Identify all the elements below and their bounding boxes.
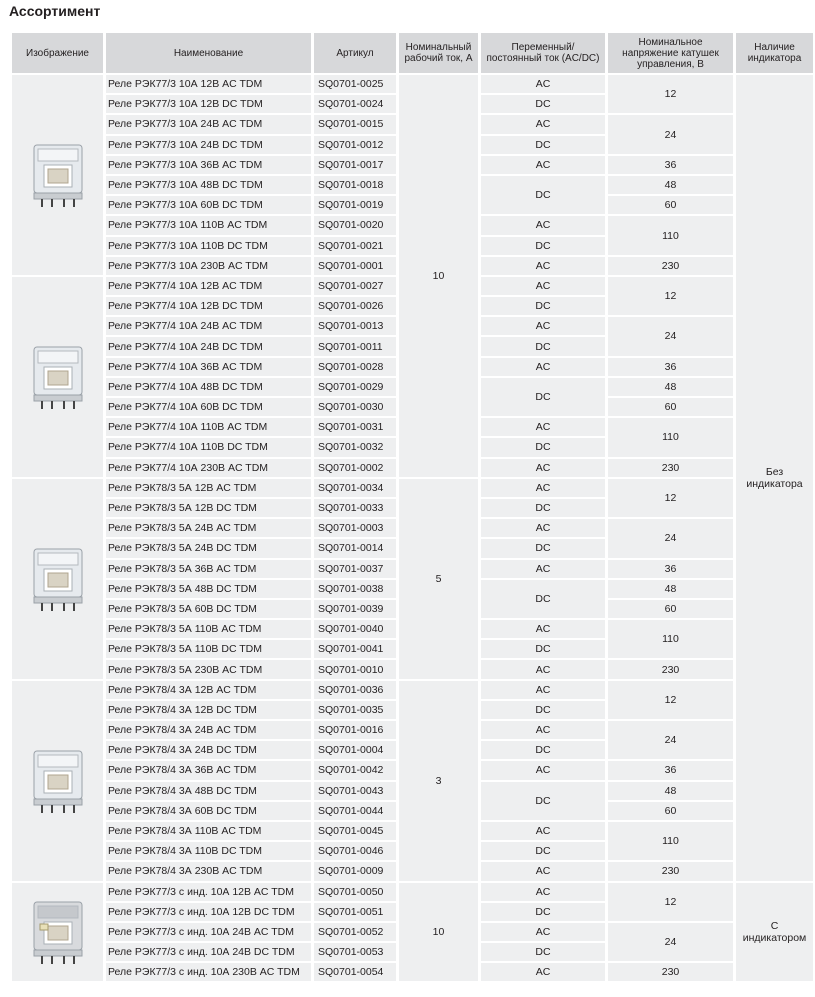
- article-number: SQ0701-0026: [314, 297, 396, 315]
- product-name: Реле РЭК77/4 10А 110В AC TDM: [106, 418, 311, 436]
- current-type: DC: [481, 176, 605, 214]
- article-number: SQ0701-0052: [314, 923, 396, 941]
- article-number: SQ0701-0038: [314, 580, 396, 598]
- product-name: Реле РЭК78/3 5А 110В DC TDM: [106, 640, 311, 658]
- current-type: DC: [481, 499, 605, 517]
- current-type: AC: [481, 620, 605, 638]
- article-number: SQ0701-0029: [314, 378, 396, 396]
- current-type: DC: [481, 782, 605, 820]
- coil-voltage: 230: [608, 660, 733, 678]
- col-header-image: Изображение: [12, 33, 103, 73]
- coil-voltage: 48: [608, 782, 733, 800]
- coil-voltage: 24: [608, 115, 733, 153]
- current-type: AC: [481, 115, 605, 133]
- coil-voltage: 12: [608, 277, 733, 315]
- coil-voltage: 12: [608, 479, 733, 517]
- article-number: SQ0701-0020: [314, 216, 396, 234]
- table-row: [12, 479, 813, 497]
- indicator-value: Без индикатора: [736, 75, 813, 881]
- product-name: Реле РЭК78/4 3А 110В AC TDM: [106, 822, 311, 840]
- coil-voltage: 230: [608, 862, 733, 880]
- product-name: Реле РЭК78/4 3А 230В AC TDM: [106, 862, 311, 880]
- header-row: [12, 33, 813, 73]
- coil-voltage: 48: [608, 580, 733, 598]
- current-type: AC: [481, 963, 605, 981]
- article-number: SQ0701-0054: [314, 963, 396, 981]
- product-name: Реле РЭК77/3 с инд. 10А 230В AC TDM: [106, 963, 311, 981]
- current-type: AC: [481, 277, 605, 295]
- product-name: Реле РЭК78/3 5А 48В DC TDM: [106, 580, 311, 598]
- col-header-current: Номинальный рабочий ток, А: [399, 33, 478, 73]
- current-type: AC: [481, 822, 605, 840]
- coil-voltage: 36: [608, 358, 733, 376]
- indicator-value: С индикатором: [736, 883, 813, 982]
- current-type: AC: [481, 519, 605, 537]
- product-name: Реле РЭК77/3 с инд. 10А 12В AC TDM: [106, 883, 311, 901]
- product-name: Реле РЭК77/4 10А 36В AC TDM: [106, 358, 311, 376]
- coil-voltage: 110: [608, 216, 733, 254]
- coil-voltage: 12: [608, 75, 733, 113]
- current-type: AC: [481, 681, 605, 699]
- current-type: AC: [481, 862, 605, 880]
- current-type: DC: [481, 903, 605, 921]
- current-type: AC: [481, 721, 605, 739]
- coil-voltage: 60: [608, 196, 733, 214]
- product-name: Реле РЭК77/3 10А 36В AC TDM: [106, 156, 311, 174]
- product-name: Реле РЭК77/4 10А 24В DC TDM: [106, 337, 311, 355]
- current-type: AC: [481, 883, 605, 901]
- article-number: SQ0701-0011: [314, 337, 396, 355]
- coil-voltage: 60: [608, 398, 733, 416]
- article-number: SQ0701-0028: [314, 358, 396, 376]
- current-type: DC: [481, 95, 605, 113]
- article-number: SQ0701-0004: [314, 741, 396, 759]
- current-type: AC: [481, 923, 605, 941]
- product-name: Реле РЭК78/4 3А 12В AC TDM: [106, 681, 311, 699]
- article-number: SQ0701-0036: [314, 681, 396, 699]
- coil-voltage: 12: [608, 681, 733, 719]
- product-name: Реле РЭК78/4 3А 36В AC TDM: [106, 761, 311, 779]
- coil-voltage: 230: [608, 257, 733, 275]
- article-number: SQ0701-0040: [314, 620, 396, 638]
- current-type: DC: [481, 539, 605, 557]
- article-number: SQ0701-0045: [314, 822, 396, 840]
- current-type: DC: [481, 943, 605, 961]
- article-number: SQ0701-0030: [314, 398, 396, 416]
- article-number: SQ0701-0003: [314, 519, 396, 537]
- col-header-name: Наименование: [106, 33, 311, 73]
- coil-voltage: 60: [608, 802, 733, 820]
- article-number: SQ0701-0021: [314, 237, 396, 255]
- col-header-article: Артикул: [314, 33, 396, 73]
- col-header-voltage: Номинальное напряжение катушек управления, В: [608, 33, 733, 73]
- article-number: SQ0701-0044: [314, 802, 396, 820]
- article-number: SQ0701-0037: [314, 560, 396, 578]
- product-name: Реле РЭК78/3 5А 24В DC TDM: [106, 539, 311, 557]
- current-type: AC: [481, 459, 605, 477]
- product-name: Реле РЭК78/3 5А 60В DC TDM: [106, 600, 311, 618]
- product-name: Реле РЭК77/3 10А 110В AC TDM: [106, 216, 311, 234]
- coil-voltage: 24: [608, 721, 733, 759]
- product-name: Реле РЭК78/3 5А 24В AC TDM: [106, 519, 311, 537]
- article-number: SQ0701-0002: [314, 459, 396, 477]
- article-number: SQ0701-0051: [314, 903, 396, 921]
- current-value: 5: [399, 479, 478, 679]
- current-type: DC: [481, 136, 605, 154]
- current-type: DC: [481, 741, 605, 759]
- product-name: Реле РЭК78/4 3А 24В DC TDM: [106, 741, 311, 759]
- product-name: Реле РЭК77/3 10А 48В DC TDM: [106, 176, 311, 194]
- current-type: AC: [481, 317, 605, 335]
- product-name: Реле РЭК78/3 5А 36В AC TDM: [106, 560, 311, 578]
- coil-voltage: 110: [608, 620, 733, 658]
- current-type: AC: [481, 216, 605, 234]
- product-name: Реле РЭК77/3 10А 12В AC TDM: [106, 75, 311, 93]
- article-number: SQ0701-0012: [314, 136, 396, 154]
- article-number: SQ0701-0024: [314, 95, 396, 113]
- product-name: Реле РЭК77/4 10А 12В DC TDM: [106, 297, 311, 315]
- article-number: SQ0701-0017: [314, 156, 396, 174]
- product-name: Реле РЭК78/3 5А 110В AC TDM: [106, 620, 311, 638]
- relay-image: [12, 75, 103, 275]
- relay-image: [12, 479, 103, 679]
- coil-voltage: 60: [608, 600, 733, 618]
- relay-image: [12, 883, 103, 982]
- table-row: [12, 75, 813, 93]
- product-name: Реле РЭК77/4 10А 48В DC TDM: [106, 378, 311, 396]
- product-name: Реле РЭК77/4 10А 230В AC TDM: [106, 459, 311, 477]
- article-number: SQ0701-0050: [314, 883, 396, 901]
- coil-voltage: 110: [608, 822, 733, 860]
- product-name: Реле РЭК77/4 10А 24В AC TDM: [106, 317, 311, 335]
- assortment-table: [9, 31, 815, 983]
- product-name: Реле РЭК78/4 3А 110В DC TDM: [106, 842, 311, 860]
- current-value: 3: [399, 681, 478, 881]
- page-title: Ассортимент: [9, 3, 101, 19]
- coil-voltage: 24: [608, 923, 733, 961]
- article-number: SQ0701-0032: [314, 438, 396, 456]
- product-name: Реле РЭК77/3 с инд. 10А 24В AC TDM: [106, 923, 311, 941]
- product-name: Реле РЭК78/3 5А 230В AC TDM: [106, 660, 311, 678]
- coil-voltage: 36: [608, 156, 733, 174]
- coil-voltage: 48: [608, 378, 733, 396]
- article-number: SQ0701-0025: [314, 75, 396, 93]
- article-number: SQ0701-0019: [314, 196, 396, 214]
- product-name: Реле РЭК77/3 10А 24В DC TDM: [106, 136, 311, 154]
- table-row: [12, 883, 813, 901]
- current-type: DC: [481, 297, 605, 315]
- coil-voltage: 48: [608, 176, 733, 194]
- current-type: AC: [481, 560, 605, 578]
- product-name: Реле РЭК77/3 10А 24В AC TDM: [106, 115, 311, 133]
- coil-voltage: 110: [608, 418, 733, 456]
- coil-voltage: 230: [608, 963, 733, 981]
- current-type: AC: [481, 156, 605, 174]
- article-number: SQ0701-0018: [314, 176, 396, 194]
- current-type: AC: [481, 418, 605, 436]
- current-value: 10: [399, 883, 478, 982]
- product-name: Реле РЭК78/3 5А 12В DC TDM: [106, 499, 311, 517]
- current-type: DC: [481, 337, 605, 355]
- product-name: Реле РЭК77/3 с инд. 10А 24В DC TDM: [106, 943, 311, 961]
- product-name: Реле РЭК77/3 10А 110В DC TDM: [106, 237, 311, 255]
- product-name: Реле РЭК77/3 10А 12В DC TDM: [106, 95, 311, 113]
- current-type: DC: [481, 640, 605, 658]
- article-number: SQ0701-0035: [314, 701, 396, 719]
- article-number: SQ0701-0014: [314, 539, 396, 557]
- article-number: SQ0701-0001: [314, 257, 396, 275]
- product-name: Реле РЭК77/4 10А 110В DC TDM: [106, 438, 311, 456]
- current-type: DC: [481, 701, 605, 719]
- col-header-indicator: Наличие индикатора: [736, 33, 813, 73]
- product-name: Реле РЭК77/3 с инд. 10А 12В DC TDM: [106, 903, 311, 921]
- product-name: Реле РЭК78/4 3А 12В DC TDM: [106, 701, 311, 719]
- relay-image: [12, 681, 103, 881]
- article-number: SQ0701-0013: [314, 317, 396, 335]
- current-type: AC: [481, 358, 605, 376]
- table-row: [12, 681, 813, 699]
- article-number: SQ0701-0043: [314, 782, 396, 800]
- product-name: Реле РЭК78/4 3А 24В AC TDM: [106, 721, 311, 739]
- article-number: SQ0701-0041: [314, 640, 396, 658]
- current-type: AC: [481, 257, 605, 275]
- product-name: Реле РЭК77/4 10А 60В DC TDM: [106, 398, 311, 416]
- article-number: SQ0701-0042: [314, 761, 396, 779]
- product-name: Реле РЭК77/3 10А 230В AC TDM: [106, 257, 311, 275]
- article-number: SQ0701-0031: [314, 418, 396, 436]
- current-type: DC: [481, 237, 605, 255]
- product-name: Реле РЭК77/3 10А 60В DC TDM: [106, 196, 311, 214]
- current-type: DC: [481, 378, 605, 416]
- article-number: SQ0701-0015: [314, 115, 396, 133]
- coil-voltage: 24: [608, 519, 733, 557]
- coil-voltage: 24: [608, 317, 733, 355]
- product-name: Реле РЭК77/4 10А 12В AC TDM: [106, 277, 311, 295]
- current-type: DC: [481, 580, 605, 618]
- coil-voltage: 230: [608, 459, 733, 477]
- col-header-acdc: Переменный/ постоянный ток (AC/DC): [481, 33, 605, 73]
- coil-voltage: 36: [608, 560, 733, 578]
- current-type: AC: [481, 761, 605, 779]
- article-number: SQ0701-0016: [314, 721, 396, 739]
- article-number: SQ0701-0010: [314, 660, 396, 678]
- current-type: DC: [481, 842, 605, 860]
- current-type: DC: [481, 438, 605, 456]
- coil-voltage: 36: [608, 761, 733, 779]
- article-number: SQ0701-0033: [314, 499, 396, 517]
- article-number: SQ0701-0053: [314, 943, 396, 961]
- article-number: SQ0701-0039: [314, 600, 396, 618]
- article-number: SQ0701-0046: [314, 842, 396, 860]
- relay-image: [12, 277, 103, 477]
- article-number: SQ0701-0009: [314, 862, 396, 880]
- article-number: SQ0701-0027: [314, 277, 396, 295]
- current-type: AC: [481, 479, 605, 497]
- article-number: SQ0701-0034: [314, 479, 396, 497]
- current-type: AC: [481, 75, 605, 93]
- current-value: 10: [399, 75, 478, 477]
- product-name: Реле РЭК78/4 3А 48В DC TDM: [106, 782, 311, 800]
- coil-voltage: 12: [608, 883, 733, 921]
- current-type: AC: [481, 660, 605, 678]
- product-name: Реле РЭК78/3 5А 12В AC TDM: [106, 479, 311, 497]
- product-name: Реле РЭК78/4 3А 60В DC TDM: [106, 802, 311, 820]
